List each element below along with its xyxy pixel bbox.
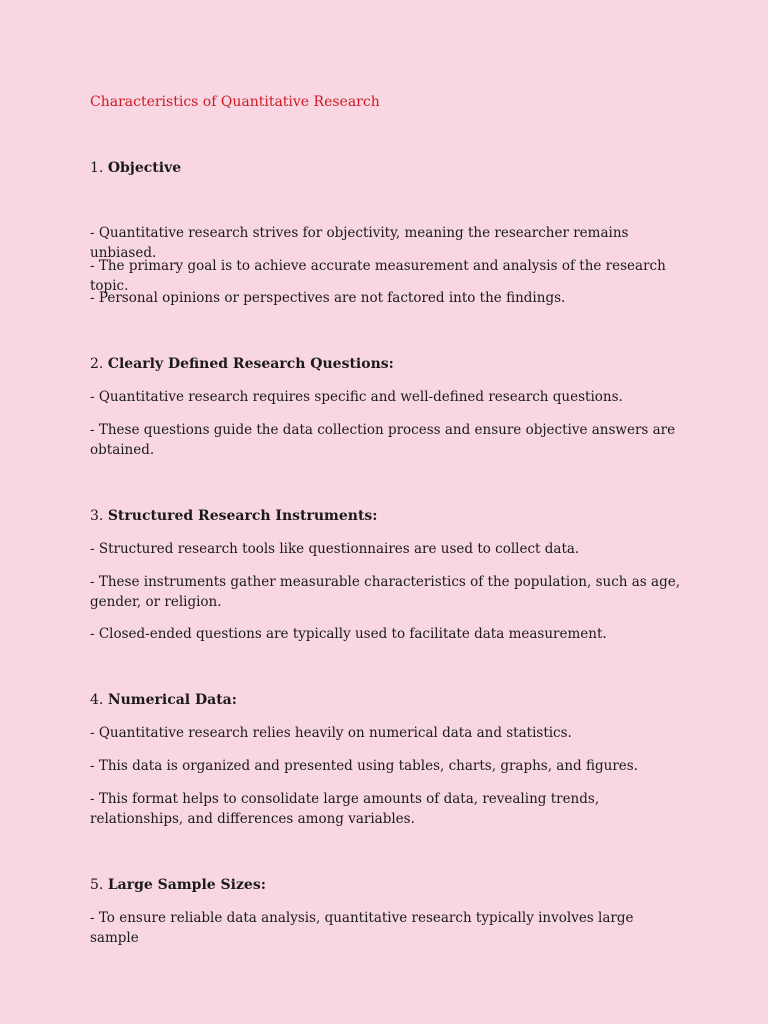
bullet-paragraph: - The primary goal is to achieve accurate measurement and analysis of the research topic.	[90, 258, 666, 294]
section-number: 3.	[90, 508, 104, 524]
section-heading-objective	[90, 159, 181, 177]
bullet-paragraph: - Quantitative research requires specific and well-defined research questions.	[90, 389, 623, 405]
bullet-paragraph: - Personal opinions or perspectives are not factored into the findings.	[90, 290, 566, 306]
section-heading-large-sample-sizes	[90, 876, 266, 894]
section-title: Clearly Defined Research Questions:	[107, 356, 394, 372]
section-heading-numerical-data	[90, 691, 237, 709]
section-number: 5.	[90, 877, 104, 893]
bullet-paragraph: - These questions guide the data collection process and ensure objective answers are obtained.	[90, 422, 676, 458]
bullet-paragraph: - This data is organized and presented using tables, charts, graphs, and figures.	[90, 758, 638, 774]
section-number: 4.	[90, 692, 104, 708]
bullet-paragraph: - These instruments gather measurable characteristics of the population, such as age, gender, or religion.	[90, 574, 680, 610]
document-title: Characteristics of Quantitative Research	[90, 94, 380, 110]
section-title: Structured Research Instruments:	[107, 508, 378, 524]
section-number: 1.	[90, 160, 104, 176]
bullet-paragraph: - To ensure reliable data analysis, quantitative research typically involves large sample	[90, 910, 634, 946]
section-heading-research-instruments	[90, 507, 377, 525]
bullet-paragraph: - Quantitative research relies heavily on numerical data and statistics.	[90, 725, 572, 741]
bullet-paragraph: - Structured research tools like questionnaires are used to collect data.	[90, 541, 580, 557]
section-title: Numerical Data:	[107, 692, 237, 708]
bullet-paragraph: - Quantitative research strives for objectivity, meaning the researcher remains unbiased.	[90, 225, 629, 261]
bullet-paragraph: - This format helps to consolidate large amounts of data, revealing trends, relationships, and differences among variables.	[90, 791, 600, 827]
section-heading-research-questions	[90, 355, 394, 373]
section-number: 2.	[90, 356, 104, 372]
section-title: Large Sample Sizes:	[107, 877, 266, 893]
bullet-paragraph: - Closed-ended questions are typically used to facilitate data measurement.	[90, 626, 607, 642]
section-title: Objective	[107, 160, 182, 176]
